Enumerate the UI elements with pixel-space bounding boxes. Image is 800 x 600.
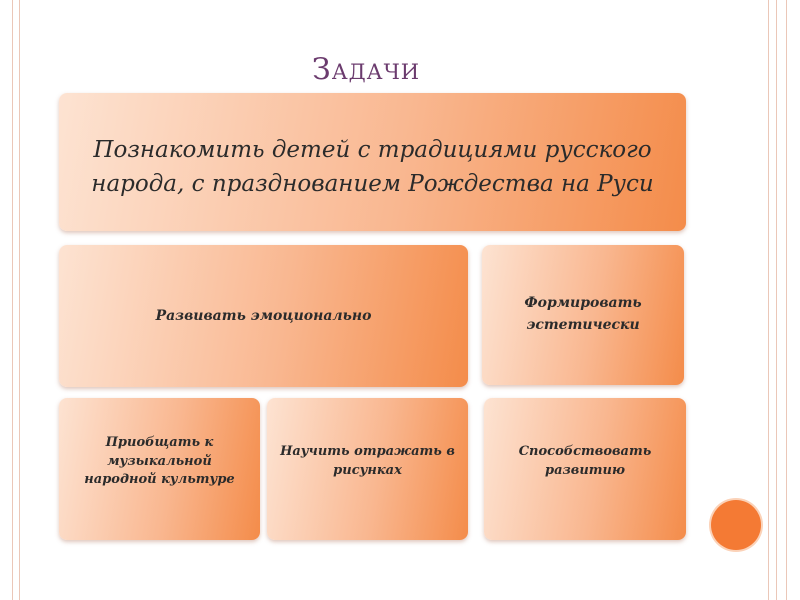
frame-line-left-outer [12, 0, 13, 600]
task-box-emotional [59, 245, 468, 387]
task-box-main [59, 93, 686, 231]
task-box-main-text: Познакомить детей с традициями русского народа, с празднованием Рождества на Руси [91, 136, 654, 197]
task-box-drawing-text: Научить отражать в рисунках [280, 444, 455, 478]
decorative-circle [711, 500, 761, 550]
task-box-aesthetic [482, 245, 684, 385]
task-box-development [484, 398, 686, 540]
slide-title: Задачи [312, 52, 421, 87]
task-box-aesthetic-text: Формировать эстетически [524, 295, 642, 333]
task-box-music-text: Приобщать к музыкальной народной культуре [84, 434, 235, 488]
task-box-emotional-text: Развивать эмоционально [155, 308, 372, 324]
frame-line-right-outer [786, 0, 787, 600]
frame-line-right-middle [776, 0, 777, 600]
task-box-drawing [267, 398, 468, 540]
task-box-development-text: Способствовать развитию [518, 444, 652, 478]
task-box-music [59, 398, 260, 540]
frame-line-left-inner [19, 0, 20, 600]
frame-line-right-inner [768, 0, 769, 600]
